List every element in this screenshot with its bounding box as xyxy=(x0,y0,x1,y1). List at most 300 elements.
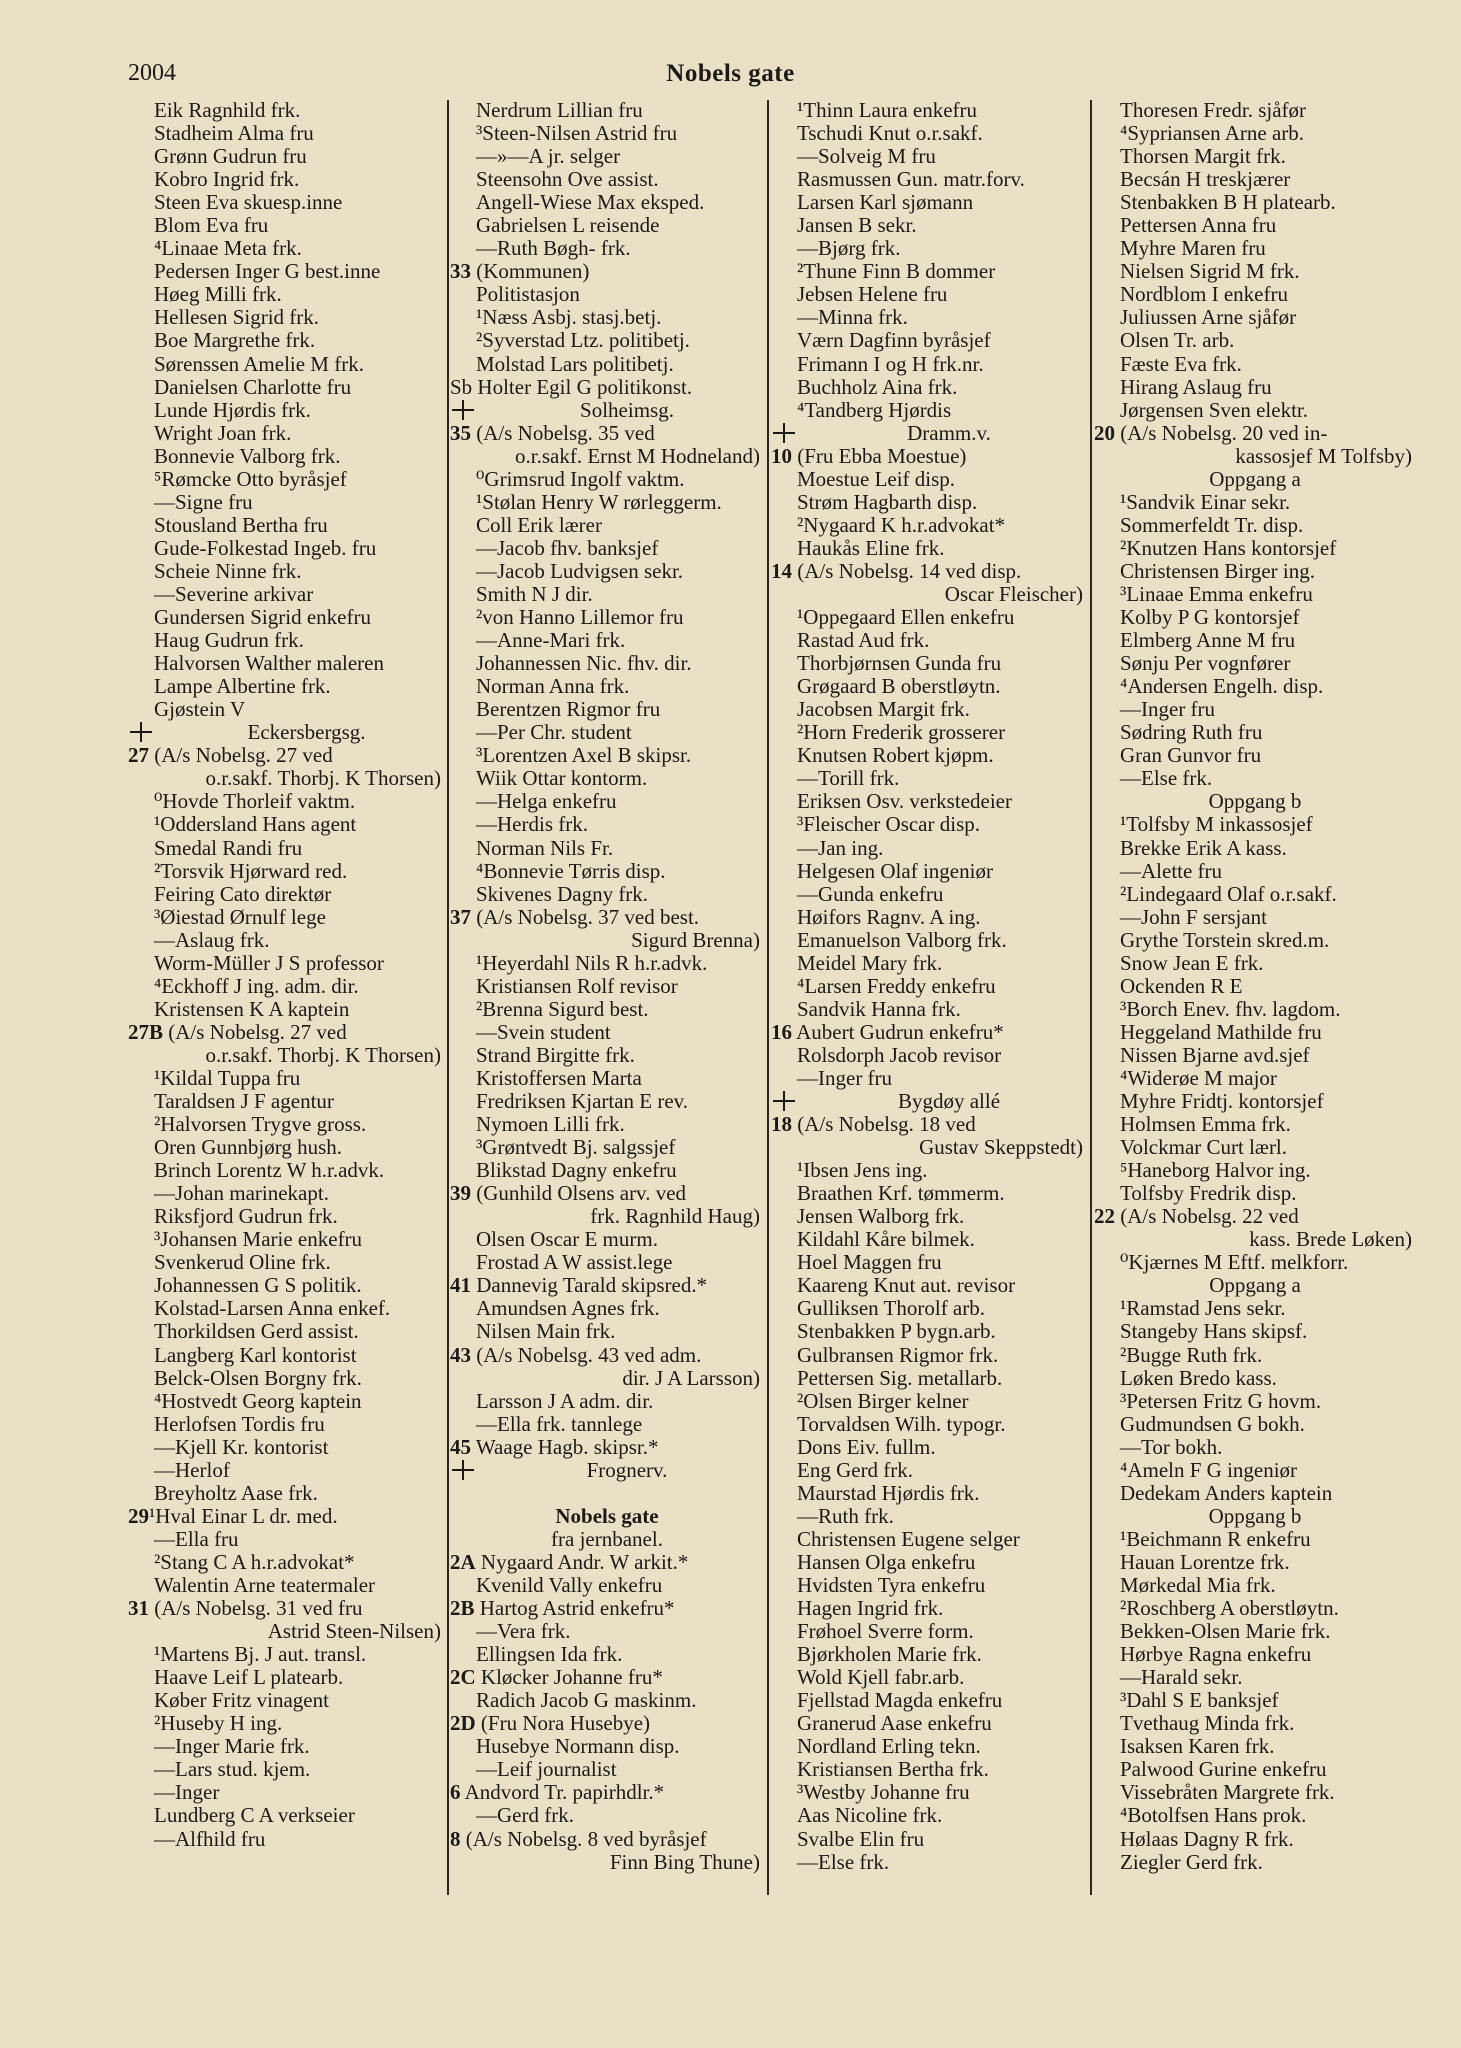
directory-entry: Hirang Aslaug fru xyxy=(1120,375,1272,399)
directory-entry: Isaksen Karen frk. xyxy=(1120,1735,1275,1759)
directory-entry: —Else frk. xyxy=(1120,767,1213,791)
house-number-entry: 31 (A/s Nobelsg. 31 ved fru xyxy=(128,1597,363,1621)
directory-entry: Sørenssen Amelie M frk. xyxy=(154,352,364,376)
directory-entry: Kristiansen Bertha frk. xyxy=(797,1758,989,1782)
directory-entry: Haave Leif L platearb. xyxy=(154,1666,344,1690)
directory-entry: Breyholtz Aase frk. xyxy=(154,1481,318,1505)
directory-entry: Buchholz Aina frk. xyxy=(797,375,958,399)
directory-entry: ²Nygaard K h.r.advokat* xyxy=(797,513,1006,537)
directory-entry: Køber Fritz vinagent xyxy=(154,1689,329,1713)
directory-entry: Braathen Krf. tømmerm. xyxy=(797,1182,1005,1206)
column-1 xyxy=(128,99,445,1851)
cross-street: Solheimsg. xyxy=(450,399,764,422)
stair-label: Oppgang b xyxy=(1208,790,1302,814)
directory-entry: Worm-Müller J S professor xyxy=(154,951,384,975)
directory-entry: Kvenild Vally enkefru xyxy=(476,1574,663,1597)
directory-entry: ¹Ramstad Jens sekr. xyxy=(1120,1297,1286,1321)
directory-entry: —Minna frk. xyxy=(797,306,908,330)
directory-entry: Brinch Lorentz W h.r.advk. xyxy=(154,1159,385,1183)
page-number: 2004 xyxy=(128,60,176,86)
directory-entry: Berentzen Rigmor fru xyxy=(476,698,661,722)
directory-entry: Nordland Erling tekn. xyxy=(797,1735,981,1759)
directory-entry: Løken Bredo kass. xyxy=(1120,1366,1277,1390)
directory-entry: Fæste Eva frk. xyxy=(1120,352,1242,376)
directory-entry: Palwood Gurine enkefru xyxy=(1120,1758,1327,1782)
directory-entry: —Vera frk. xyxy=(476,1620,571,1644)
directory-entry: Lunde Hjørdis frk. xyxy=(154,398,311,422)
directory-entry: Hvidsten Tyra enkefru xyxy=(797,1574,986,1597)
directory-entry: Tolfsby Fredrik disp. xyxy=(1120,1182,1297,1206)
directory-entry: Mørkedal Mia frk. xyxy=(1120,1574,1276,1597)
directory-entry: —Alette fru xyxy=(1120,859,1223,883)
directory-entry: Eik Ragnhild frk. xyxy=(154,99,301,122)
directory-entry: Ockenden R E xyxy=(1120,974,1243,998)
directory-entry: Radich Jacob G maskinm. xyxy=(476,1689,697,1713)
house-number-entry: 18 (A/s Nobelsg. 18 ved xyxy=(771,1113,976,1137)
directory-entry: —Else frk. xyxy=(797,1850,890,1874)
directory-entry: Thorbjørnsen Gunda fru xyxy=(797,652,1002,676)
cross-street: Dramm.v. xyxy=(771,422,1087,445)
directory-entry: Eriksen Osv. verkstedeier xyxy=(797,790,1012,814)
owner-continuation: kass. Brede Løken) xyxy=(1249,1228,1412,1252)
directory-entry: Emanuelson Valborg frk. xyxy=(797,928,1007,952)
directory-entry: —Torill frk. xyxy=(797,767,900,791)
directory-entry: Belck-Olsen Borgny frk. xyxy=(154,1366,362,1390)
directory-entry: Maurstad Hjørdis frk. xyxy=(797,1481,980,1505)
column-divider xyxy=(767,100,769,1895)
directory-entry: —Inger fru xyxy=(1120,698,1216,722)
column-3 xyxy=(771,99,1087,1874)
directory-entry: Bjørkholen Marie frk. xyxy=(797,1643,982,1667)
directory-entry: Aas Nicoline frk. xyxy=(797,1804,943,1828)
directory-entry: —Anne-Mari frk. xyxy=(476,629,626,653)
directory-entry: ¹Sandvik Einar sekr. xyxy=(1120,490,1291,514)
directory-entry: Thorkildsen Gerd assist. xyxy=(154,1320,359,1344)
directory-entry: ²Lindegaard Olaf o.r.sakf. xyxy=(1120,882,1337,906)
directory-entry: ²Knutzen Hans kontorsjef xyxy=(1120,536,1337,560)
directory-entry: ³Fleischer Oscar disp. xyxy=(797,813,981,837)
directory-entry: Stadheim Alma fru xyxy=(154,122,314,146)
directory-entry: ³Petersen Fritz G hovm. xyxy=(1120,1389,1322,1413)
house-number-entry: 16 Aubert Gudrun enkefru* xyxy=(771,1020,1004,1044)
owner-continuation: Gustav Skeppstedt) xyxy=(919,1136,1083,1160)
directory-entry: Gran Gunvor fru xyxy=(1120,744,1262,768)
directory-entry: ⁴Andersen Engelh. disp. xyxy=(1120,675,1324,699)
column-2 xyxy=(450,99,764,1874)
directory-entry: —Aslaug frk. xyxy=(154,928,270,952)
directory-entry: Oren Gunnbjørg hush. xyxy=(154,1136,343,1160)
directory-entry: ⁴Eckhoff J ing. adm. dir. xyxy=(154,974,359,998)
page-title: Nobels gate xyxy=(666,60,795,87)
directory-entry: —Lars stud. kjem. xyxy=(154,1758,311,1782)
directory-entry: ³Borch Enev. fhv. lagdom. xyxy=(1120,997,1341,1021)
directory-entry: Coll Erik lærer xyxy=(476,513,602,537)
directory-entry: Knutsen Robert kjøpm. xyxy=(797,744,994,768)
directory-entry: —Herlof xyxy=(154,1458,230,1482)
house-number-entry: 20 (A/s Nobelsg. 20 ved in- xyxy=(1094,421,1328,445)
directory-entry: —Harald sekr. xyxy=(1120,1666,1243,1690)
directory-entry: Gulbransen Rigmor frk. xyxy=(797,1343,999,1367)
directory-entry: Boe Margrethe frk. xyxy=(154,329,316,353)
house-number-entry: 39 (Gunhild Olsens arv. ved xyxy=(450,1182,687,1206)
directory-entry: ³Øiestad Ørnulf lege xyxy=(154,905,326,929)
house-number-entry: 27B (A/s Nobelsg. 27 ved xyxy=(128,1020,347,1044)
directory-entry: Hølaas Dagny R frk. xyxy=(1120,1827,1294,1851)
directory-entry: Scheie Ninne frk. xyxy=(154,559,302,583)
house-number-entry: 2C Kløcker Johanne fru* xyxy=(450,1666,663,1690)
directory-entry: Amundsen Agnes frk. xyxy=(476,1297,660,1321)
cross-street: Eckersbergsg. xyxy=(128,721,445,744)
directory-entry: Christensen Eugene selger xyxy=(797,1527,1020,1551)
directory-entry: —Tor bokh. xyxy=(1120,1435,1223,1459)
directory-entry: Snow Jean E frk. xyxy=(1120,951,1264,975)
directory-entry: ²Torsvik Hjørward red. xyxy=(154,859,348,883)
directory-entry: Olsen Tr. arb. xyxy=(1120,329,1235,353)
directory-entry: Gulliksen Thorolf arb. xyxy=(797,1297,985,1321)
directory-entry: Svenkerud Oline frk. xyxy=(154,1251,331,1275)
directory-entry: Angell-Wiese Max eksped. xyxy=(476,191,705,215)
directory-entry: Lundberg C A verkseier xyxy=(154,1804,355,1828)
directory-entry: Elmberg Anne M fru xyxy=(1120,629,1296,653)
house-number-entry: 43 (A/s Nobelsg. 43 ved adm. xyxy=(450,1343,702,1367)
house-number-entry: 37 (A/s Nobelsg. 37 ved best. xyxy=(450,905,700,929)
directory-entry: —Ella frk. tannlege xyxy=(476,1412,643,1436)
directory-entry: ¹Kildal Tuppa fru xyxy=(154,1066,301,1090)
directory-entry: Olsen Oscar E murm. xyxy=(476,1228,658,1252)
directory-entry: Hørbye Ragna enkefru xyxy=(1120,1643,1312,1667)
directory-entry: Skivenes Dagny frk. xyxy=(476,882,649,906)
directory-entry: Kildahl Kåre bilmek. xyxy=(797,1228,975,1252)
directory-entry: Dons Eiv. fullm. xyxy=(797,1435,936,1459)
cross-street: Bygdøy allé xyxy=(771,1090,1087,1113)
directory-entry: Steensohn Ove assist. xyxy=(476,168,659,192)
directory-entry: Bonnevie Valborg frk. xyxy=(154,444,341,468)
house-number-entry: 2D (Fru Nora Husebye) xyxy=(450,1712,651,1736)
directory-entry: ⁴Botolfsen Hans prok. xyxy=(1120,1804,1307,1828)
stair-label: fra jernbanel. xyxy=(551,1527,663,1551)
directory-entry: Vissebråten Margrete frk. xyxy=(1120,1781,1335,1805)
directory-entry: —Johan marinekapt. xyxy=(154,1182,329,1206)
directory-entry: Dedekam Anders kaptein xyxy=(1120,1481,1333,1505)
directory-entry: Nordblom I enkefru xyxy=(1120,283,1288,307)
house-number-entry: 10 (Fru Ebba Moestue) xyxy=(771,444,967,468)
stair-label: Oppgang a xyxy=(1209,1274,1301,1298)
column-divider xyxy=(1090,100,1092,1895)
directory-entry: ¹Tolfsby M inkassosjef xyxy=(1120,813,1313,837)
directory-entry: Molstad Lars politibetj. xyxy=(476,352,674,376)
directory-entry: Tschudi Knut o.r.sakf. xyxy=(797,122,983,146)
directory-entry: Norman Nils Fr. xyxy=(476,836,614,860)
directory-entry: Rolsdorph Jacob revisor xyxy=(797,1043,1002,1067)
directory-entry: Thoresen Fredr. sjåfør xyxy=(1120,99,1307,122)
directory-entry: Frostad A W assist.lege xyxy=(476,1251,673,1275)
directory-entry: ⁴Hostvedt Georg kaptein xyxy=(154,1389,362,1413)
directory-entry: Høifors Ragnv. A ing. xyxy=(797,905,981,929)
directory-entry: ⁴Linaae Meta frk. xyxy=(154,237,302,261)
directory-entry: Nilsen Main frk. xyxy=(476,1320,616,1344)
directory-entry: —Inger fru xyxy=(797,1066,893,1090)
directory-entry: ²Syverstad Ltz. politibetj. xyxy=(476,329,690,353)
directory-entry: Svalbe Elin fru xyxy=(797,1827,925,1851)
directory-entry: Kristensen K A kaptein xyxy=(154,997,350,1021)
directory-entry: Stenbakken P bygn.arb. xyxy=(797,1320,996,1344)
house-number-entry: 41 Dannevig Tarald skipsred.* xyxy=(450,1274,708,1298)
directory-entry: —Helga enkefru xyxy=(476,790,617,814)
directory-entry: ²Huseby H ing. xyxy=(154,1712,283,1736)
directory-entry: —John F sersjant xyxy=(1120,905,1267,929)
column-divider xyxy=(447,100,449,1895)
directory-entry: Blikstad Dagny enkefru xyxy=(476,1159,677,1183)
directory-entry: Nerdrum Lillian fru xyxy=(476,99,643,122)
directory-entry: ⁰Hovde Thorleif vaktm. xyxy=(154,790,356,814)
house-number-entry: 2A Nygaard Andr. W arkit.* xyxy=(450,1550,689,1574)
directory-entry: Pettersen Anna fru xyxy=(1120,214,1277,238)
directory-entry: Heggeland Mathilde fru xyxy=(1120,1020,1322,1044)
directory-entry: Lampe Albertine frk. xyxy=(154,675,331,699)
directory-entry: —Severine arkivar xyxy=(154,582,314,606)
directory-entry: Granerud Aase enkefru xyxy=(797,1712,992,1736)
directory-entry: —Solveig M fru xyxy=(797,145,936,169)
column-4 xyxy=(1094,99,1416,1874)
directory-entry: Grøgaard B oberstløytn. xyxy=(797,675,1001,699)
directory-entry: Frimann I og H frk.nr. xyxy=(797,352,984,376)
directory-entry: Sønju Per vognfører xyxy=(1120,652,1291,676)
directory-entry: Herlofsen Tordis fru xyxy=(154,1412,325,1436)
owner-continuation: o.r.sakf. Thorbj. K Thorsen) xyxy=(205,1043,441,1067)
directory-entry: ¹Ibsen Jens ing. xyxy=(797,1159,928,1183)
directory-entry: ³Westby Johanne fru xyxy=(797,1781,970,1805)
directory-entry: Gundersen Sigrid enkefru xyxy=(154,606,371,630)
owner-continuation: Astrid Steen-Nilsen) xyxy=(267,1620,441,1644)
directory-entry: Larsen Karl sjømann xyxy=(797,191,974,215)
stair-label: Oppgang a xyxy=(1209,467,1301,491)
directory-entry: ²Horn Frederik grosserer xyxy=(797,721,1006,745)
directory-entry: Smith N J dir. xyxy=(476,582,593,606)
directory-entry: Halvorsen Walther maleren xyxy=(154,652,384,676)
directory-entry: Tvethaug Minda frk. xyxy=(1120,1712,1295,1736)
directory-entry: Husebye Normann disp. xyxy=(476,1735,680,1759)
owner-continuation: Sigurd Brenna) xyxy=(631,928,760,952)
directory-entry: ¹Martens Bj. J aut. transl. xyxy=(154,1643,367,1667)
directory-entry: ⁴Tandberg Hjørdis xyxy=(797,398,952,422)
directory-entry: Kobro Ingrid frk. xyxy=(154,168,300,192)
directory-entry: ⁴Larsen Freddy enkefru xyxy=(797,974,996,998)
directory-entry: Wiik Ottar kontorm. xyxy=(476,767,648,791)
directory-entry: Gudmundsen G bokh. xyxy=(1120,1412,1305,1436)
directory-entry: ²Brenna Sigurd best. xyxy=(476,997,649,1021)
directory-entry: Smedal Randi fru xyxy=(154,836,303,860)
directory-entry: Myhre Maren fru xyxy=(1120,237,1266,261)
directory-entry: —Herdis frk. xyxy=(476,813,588,837)
directory-entry: Steen Eva skuesp.inne xyxy=(154,191,343,215)
house-number-entry: 35 (A/s Nobelsg. 35 ved xyxy=(450,421,655,445)
directory-entry: Eng Gerd frk. xyxy=(797,1458,914,1482)
directory-entry: —Inger Marie frk. xyxy=(154,1735,310,1759)
directory-entry: Bekken-Olsen Marie frk. xyxy=(1120,1620,1331,1644)
directory-entry: —Kjell Kr. kontorist xyxy=(154,1435,329,1459)
directory-entry: Becsán H treskjærer xyxy=(1120,168,1291,192)
directory-entry: Jacobsen Margit frk. xyxy=(797,698,970,722)
directory-entry: ¹Heyerdahl Nils R h.r.advk. xyxy=(476,951,708,975)
directory-entry: Kaareng Knut aut. revisor xyxy=(797,1274,1016,1298)
directory-entry: Grønn Gudrun fru xyxy=(154,145,307,169)
directory-entry: Ellingsen Ida frk. xyxy=(476,1643,623,1667)
directory-entry: Brekke Erik A kass. xyxy=(1120,836,1287,860)
directory-entry: Nymoen Lilli frk. xyxy=(476,1113,625,1137)
directory-entry: —Leif journalist xyxy=(476,1758,617,1782)
directory-entry: Kolstad-Larsen Anna enkef. xyxy=(154,1297,391,1321)
directory-entry: Kolby P G kontorsjef xyxy=(1120,606,1300,630)
directory-entry: Blom Eva fru xyxy=(154,214,269,238)
directory-entry: —Gunda enkefru xyxy=(797,882,944,906)
directory-entry: Grythe Torstein skred.m. xyxy=(1120,928,1330,952)
directory-entry: Rastad Aud frk. xyxy=(797,629,930,653)
directory-entry: ³Steen-Nilsen Astrid fru xyxy=(476,122,678,146)
directory-entry: ²Stang C A h.r.advokat* xyxy=(154,1550,355,1574)
directory-entry: Pedersen Inger G best.inne xyxy=(154,260,381,284)
directory-entry: Jebsen Helene fru xyxy=(797,283,948,307)
directory-entry: Gjøstein V xyxy=(154,698,246,722)
directory-entry: —Svein student xyxy=(476,1020,611,1044)
directory-entry: Politistasjon xyxy=(476,283,580,307)
directory-entry: —Jan ing. xyxy=(797,836,884,860)
directory-entry: Wright Joan frk. xyxy=(154,421,292,445)
directory-entry: Christensen Birger ing. xyxy=(1120,559,1316,583)
directory-entry: ¹Næss Asbj. stasj.betj. xyxy=(476,306,662,330)
directory-entry: Sandvik Hanna frk. xyxy=(797,997,961,1021)
directory-entry: Meidel Mary frk. xyxy=(797,951,943,975)
directory-entry: ³Grøntvedt Bj. salgssjef xyxy=(476,1136,676,1160)
directory-entry: ²Olsen Birger kelner xyxy=(797,1389,969,1413)
owner-continuation: dir. J A Larsson) xyxy=(622,1366,760,1390)
house-number-entry: 33 (Kommunen) xyxy=(450,260,590,284)
owner-continuation: Oscar Fleischer) xyxy=(944,582,1083,606)
directory-entry: —Jacob fhv. banksjef xyxy=(476,536,659,560)
owner-continuation: o.r.sakf. Thorbj. K Thorsen) xyxy=(205,767,441,791)
directory-entry: Moestue Leif disp. xyxy=(797,467,956,491)
directory-entry: ³Lorentzen Axel B skipsr. xyxy=(476,744,692,768)
directory-entry: Nielsen Sigrid M frk. xyxy=(1120,260,1300,284)
directory-entry: ⁴Widerøe M major xyxy=(1120,1066,1277,1090)
owner-continuation: o.r.sakf. Ernst M Hodneland) xyxy=(515,444,760,468)
directory-entry: —Bjørg frk. xyxy=(797,237,901,261)
directory-entry: ¹Thinn Laura enkefru xyxy=(797,99,978,122)
directory-entry: Sommerfeldt Tr. disp. xyxy=(1120,513,1304,537)
directory-entry: —Per Chr. student xyxy=(476,721,632,745)
house-number-entry: 14 (A/s Nobelsg. 14 ved disp. xyxy=(771,559,1022,583)
directory-entry: Hansen Olga enkefru xyxy=(797,1550,976,1574)
directory-entry: Feiring Cato direktør xyxy=(154,882,332,906)
directory-entry: ¹Oddersland Hans agent xyxy=(154,813,357,837)
directory-entry: Rasmussen Gun. matr.forv. xyxy=(797,168,1025,192)
house-number-entry: 27 (A/s Nobelsg. 27 ved xyxy=(128,744,333,768)
owner-continuation: frk. Ragnhild Haug) xyxy=(590,1205,760,1229)
owner-continuation: Finn Bing Thune) xyxy=(609,1850,760,1874)
directory-entry: ⁴Ameln F G ingeniør xyxy=(1120,1458,1298,1482)
directory-entry: ²Halvorsen Trygve gross. xyxy=(154,1113,367,1137)
stair-label: Oppgang b xyxy=(1208,1504,1302,1528)
directory-entry: Riksfjord Gudrun frk. xyxy=(154,1205,338,1229)
directory-entry: Strøm Hagbarth disp. xyxy=(797,490,978,514)
directory-entry: Torvaldsen Wilh. typogr. xyxy=(797,1412,1006,1436)
directory-entry: —Jacob Ludvigsen sekr. xyxy=(476,559,684,583)
directory-entry: —Ella fru xyxy=(154,1527,239,1551)
directory-entry: —Gerd frk. xyxy=(476,1804,574,1828)
directory-entry: Fjellstad Magda enkefru xyxy=(797,1689,1003,1713)
directory-entry: Hellesen Sigrid frk. xyxy=(154,306,320,330)
directory-entry: Kristoffersen Marta xyxy=(476,1066,642,1090)
house-number-entry: 8 (A/s Nobelsg. 8 ved byråsjef xyxy=(450,1827,707,1851)
directory-entry: Taraldsen J F agentur xyxy=(154,1090,334,1114)
directory-entry: ⁴Bonnevie Tørris disp. xyxy=(476,859,666,883)
directory-entry: Helgesen Olaf ingeniør xyxy=(797,859,993,883)
directory-entry: Walentin Arne teatermaler xyxy=(154,1574,376,1597)
directory-entry: Stangeby Hans skipsf. xyxy=(1120,1320,1308,1344)
owner-continuation: kassosjef M Tolfsby) xyxy=(1235,444,1412,468)
house-number-entry: 6 Andvord Tr. papirhdlr.* xyxy=(450,1781,665,1805)
directory-entry: Larsson J A adm. dir. xyxy=(476,1389,654,1413)
directory-entry: Stousland Bertha fru xyxy=(154,513,328,537)
house-number-entry: 22 (A/s Nobelsg. 22 ved xyxy=(1094,1205,1299,1229)
directory-entry: Norman Anna frk. xyxy=(476,675,630,699)
house-number-entry: 45 Waage Hagb. skipsr.* xyxy=(450,1435,659,1459)
cross-street: Frognerv. xyxy=(450,1459,764,1482)
directory-entry: —Ruth Bøgh- frk. xyxy=(476,237,631,261)
directory-entry: Jansen B sekr. xyxy=(797,214,917,238)
directory-entry: Sødring Ruth fru xyxy=(1120,721,1263,745)
directory-entry: Fredriksen Kjartan E rev. xyxy=(476,1090,689,1114)
directory-entry: Kristiansen Rolf revisor xyxy=(476,974,678,998)
directory-entry: —Inger xyxy=(154,1781,220,1805)
directory-entry: Hoel Maggen fru xyxy=(797,1251,942,1275)
directory-entry: Volckmar Curt lærl. xyxy=(1120,1136,1288,1160)
directory-entry: ²von Hanno Lillemor fru xyxy=(476,606,684,630)
directory-entry: Gabrielsen L reisende xyxy=(476,214,660,238)
directory-entry: Gude-Folkestad Ingeb. fru xyxy=(154,536,377,560)
directory-entry: ³Dahl S E banksjef xyxy=(1120,1689,1279,1713)
directory-entry: ³Linaae Emma enkefru xyxy=(1120,582,1313,606)
directory-entry: Strand Birgitte frk. xyxy=(476,1043,635,1067)
directory-entry: Hagen Ingrid frk. xyxy=(797,1597,944,1621)
directory-entry: Juliussen Arne sjåfør xyxy=(1120,306,1297,330)
directory-entry xyxy=(450,1482,764,1505)
directory-entry: Pettersen Sig. metallarb. xyxy=(797,1366,1003,1390)
directory-entry: —Signe fru xyxy=(154,490,253,514)
directory-entry: ³Johansen Marie enkefru xyxy=(154,1228,363,1252)
street-heading: Nobels gate xyxy=(555,1504,659,1528)
directory-entry: Wold Kjell fabr.arb. xyxy=(797,1666,965,1690)
directory-entry: Danielsen Charlotte fru xyxy=(154,375,352,399)
directory-entry: Nissen Bjarne avd.sjef xyxy=(1120,1043,1310,1067)
directory-entry: ⁰Kjærnes M Eftf. melkforr. xyxy=(1120,1251,1349,1275)
directory-entry: Johannessen G S politik. xyxy=(154,1274,362,1298)
directory-entry: ¹Beichmann R enkefru xyxy=(1120,1527,1311,1551)
directory-entry: Holmsen Emma frk. xyxy=(1120,1113,1291,1137)
directory-entry: ²Bugge Ruth frk. xyxy=(1120,1343,1263,1367)
directory-entry: ²Roschberg A oberstløytn. xyxy=(1120,1597,1339,1621)
directory-entry: Jørgensen Sven elektr. xyxy=(1120,398,1308,422)
directory-entry: Høeg Milli frk. xyxy=(154,283,282,307)
directory-entry: ¹Oppegaard Ellen enkefru xyxy=(797,606,1015,630)
directory-entry: Frøhoel Sverre form. xyxy=(797,1620,974,1644)
directory-entry: Johannessen Nic. fhv. dir. xyxy=(476,652,692,676)
directory-entry: ⁵Haneborg Halvor ing. xyxy=(1120,1159,1311,1183)
directory-entry: Myhre Fridtj. kontorsjef xyxy=(1120,1090,1324,1114)
directory-entry: Stenbakken B H platearb. xyxy=(1120,191,1336,215)
directory-entry: Haug Gudrun frk. xyxy=(154,629,304,653)
house-number-entry: 2B Hartog Astrid enkefru* xyxy=(450,1597,675,1621)
directory-entry: —»—A jr. selger xyxy=(476,145,621,169)
